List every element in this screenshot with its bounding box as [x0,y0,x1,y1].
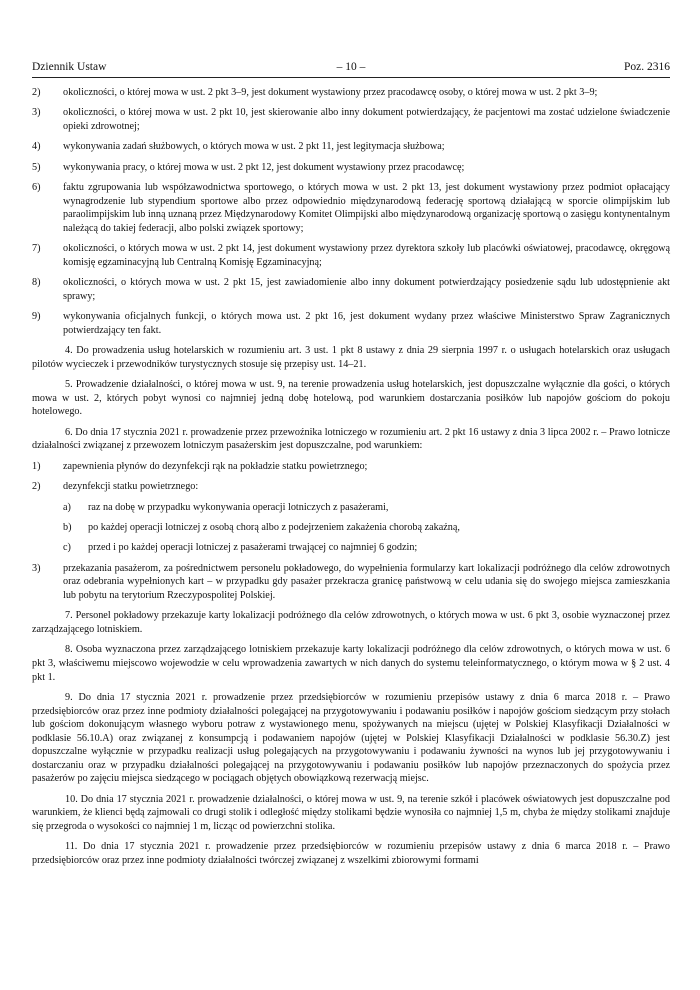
header-rule [32,77,670,78]
item-number: 6) [32,182,41,194]
item-text: wykonywania pracy, o której mowa w ust. 2 pkt 12, jest dokument wystawiony przez pracodawcę; [63,161,465,173]
item-number: 2) [32,481,41,493]
item-text: zapewnienia płynów do dezynfekcji rąk na pokładzie statku powietrznego; [63,460,368,472]
item-text: przekazania pasażerom, za pośrednictwem personelu pokładowego, do wypełnienia formularzy kart lokalizacji podróżnego dla celów zdrowotnych oraz odebrania wypełnionych kart – w przypadku gdy pasażer przekracza granicę państwową w celu udania się do swojego miejsca zamieszkania lub pobytu na terytorium Rzeczypospolitej Polskiej. [63,562,670,601]
item-number: 8) [32,277,41,289]
item-text: okoliczności, o których mowa w ust. 2 pkt 14, jest dokument wystawiony przez dyrektora szkoły lub placówki oświatowej, pracodawcę, okręgową komisję egzaminacyjną lub Centralną Komisję Egzaminacyjną; [63,243,670,268]
page-header [32,60,670,76]
sub-item-text: po każdej operacji lotniczej z osobą chorą albo z podejrzeniem zakażenia chorobą zakaźną, [88,522,460,533]
paragraph-7: 7. Personel pokładowy przekazuje karty lokalizacji podróżnego dla celów zdrowotnych, o których mowa w ust. 6 pkt 3, osobie wyznaczonej przez zarządzającego lotniskiem. [32,610,670,635]
item-number: 4) [32,141,41,153]
paragraph-9: 9. Do dnia 17 stycznia 2021 r. prowadzenie przez przedsiębiorców w rozumieniu przepisów ustawy z dnia 6 marca 2018 r. – Prawo przedsiębiorców oraz przez inne podmioty działalności polegającej na przygotowywaniu i podawaniu posiłków i napojów gościom siedzącym przy stołach lub gościom dokonującym własnego wyboru potraw z wystawionego menu, spożywanych na miejscu (ujętej w Polskiej Klasyfikacji Działalności w podklasie 56.10.A) oraz związanej z konsumpcją i podawaniem napojów (ujętej w Polskiej Klasyfikacji Działalności w podklasie 56.30.Z) jest dopuszczalne wyłącznie w przypadku realizacji usług polegających na przygotowywaniu i podawaniu żywności na wynos lub jej przygotowywaniu i dostarczaniu oraz w przypadku działalności polegającej na przygotowywaniu i podawaniu posiłków lub napojów przeznaczonych do spożycia przez pasażerów po zajęciu miejsca siedzącego w pociągach objętych obowiązkową rezerwacją miejsc. [32,691,670,785]
list-item [32,242,670,269]
item-number: 2) [32,87,41,98]
item-text: wykonywania zadań służbowych, o których mowa w ust. 2 pkt 11, jest legitymacja służbowa; [63,141,445,153]
sub-item-letter: c) [63,542,71,554]
item-number: 9) [32,311,41,323]
sub-list-item [32,521,670,535]
sub-item-text: przed i po każdej operacji lotniczej z pasażerami trwającej co najmniej 6 godzin; [88,542,418,554]
sub-list-item [32,541,670,555]
paragraph-6: 6. Do dnia 17 stycznia 2021 r. prowadzenie przez przewoźnika lotniczego w rozumieniu art. 2 pkt 16 ustawy z dnia 3 lipca 2002 r. – Prawo lotnicze działalności związanej z przewozem lotniczym pasażerskim jest dopuszczalne, pod warunkiem: [32,426,670,452]
list-item [32,276,670,303]
paragraph-10: 10. Do dnia 17 stycznia 2021 r. prowadzenie działalności, o której mowa w ust. 9, na terenie szkół i placówek oświatowych jest dopuszczalne pod warunkiem, że klienci będą zajmowali co drugi stolik i odległość między stolikami będzie wynosiła co najmniej 1,5 m, chyba że między stolikami znajduje się przegroda o wysokości co najmniej 1 m, licząc od powierzchni stolika. [32,793,670,833]
item-text: dezynfekcji statku powietrznego: [63,481,199,493]
paragraph-5: 5. Prowadzenie działalności, o której mowa w ust. 9, na terenie prowadzenia usług hotelarskich, jest dopuszczalne wyłącznie dla gości, o których mowa w ust. 2, których pobyt wynosi co najmniej jedną dobę hotelową, pod warunkiem dostarczania posiłków lub napojów gościom do pokoju hotelowego. [32,379,670,418]
item-number: 3) [32,107,41,119]
item-text: wykonywania oficjalnych funkcji, o których mowa ust. 2 pkt 16, jest dokument wydany przez właściwe Ministerstwo Spraw Zagranicznych potwierdzający ten fakt. [63,311,670,336]
item-text: faktu zgrupowania lub współzawodnictwa sportowego, o których mowa w ust. 2 pkt 13, jest dokument wystawiony przez podmiot opłacający wynagrodzenie lub stypendium sportowe albo przez odpowiednio międzynarodową federację sportową działającą w sporcie olimpijskim lub paraolimpijskim lub inną uznaną przez Międzynarodowy Komitet Olimpijski albo międzynarodową organizację sportową o zasięgu kontynentalnym należącą do takiej federacji, albo polski związek sportowy; [63,182,670,234]
position-number: Poz. 2316 [624,61,670,73]
list-item [32,86,670,100]
document-body [32,86,670,874]
list-item [32,310,670,337]
item-number: 1) [32,460,41,472]
paragraph-8: 8. Osoba wyznaczona przez zarządzającego lotniskiem przekazuje karty lokalizacji podróżnego dla celów zdrowotnych, o których mowa w ust. 6 pkt 3, właściwemu miejscowo wojewodzie w celu wprowadzenia zawartych w nich danych do systemu teleinformatycznego, o którym mowa w § 2 ust. 4 pkt 1. [32,644,670,683]
sub-item-text: raz na dobę w przypadku wykonywania operacji lotniczych z pasażerami, [88,501,389,513]
item-number: 5) [32,161,41,173]
list-item [32,181,670,235]
journal-title: Dziennik Ustaw [32,61,107,73]
paragraph-4: 4. Do prowadzenia usług hotelarskich w rozumieniu art. 3 ust. 1 pkt 8 ustawy z dnia 29 sierpnia 1997 r. o usługach hotelarskich oraz usługach pilotów wycieczek i przewodników turystycznych stosuje się przepisy ust. 14–21. [32,345,670,370]
list-item [32,140,670,154]
sub-item-letter: b) [63,522,72,533]
list-item [32,106,670,133]
list-item [32,161,670,175]
page-number: – 10 – [336,61,366,73]
paragraph-11: 11. Do dnia 17 stycznia 2021 r. prowadzenie przez przedsiębiorców w rozumieniu przepisów ustawy z dnia 6 marca 2018 r. – Prawo przedsiębiorców oraz przez inne podmioty działalności twórczej związanej z wszelkimi zbiorowymi formami [32,841,670,867]
list-item [32,460,670,474]
item-text: okoliczności, o których mowa w ust. 2 pkt 15, jest zawiadomienie albo inny dokument potwierdzający posiedzenie sądu lub udostępnienie akt sprawy; [63,277,670,302]
item-number: 3) [32,562,41,574]
sub-item-letter: a) [63,501,71,513]
sub-list-item [32,501,670,515]
item-text: okoliczności, o której mowa w ust. 2 pkt 3–9, jest dokument wystawiony przez pracodawcę osoby, o której mowa w ust. 2 pkt 3–9; [63,87,598,98]
list-item [32,480,670,494]
list-item [32,562,670,603]
item-text: okoliczności, o której mowa w ust. 2 pkt 10, jest skierowanie albo inny dokument potwierdzający, że pacjentowi ma zostać udzielone świadczenie opieki zdrowotnej; [63,107,670,132]
item-number: 7) [32,243,41,255]
